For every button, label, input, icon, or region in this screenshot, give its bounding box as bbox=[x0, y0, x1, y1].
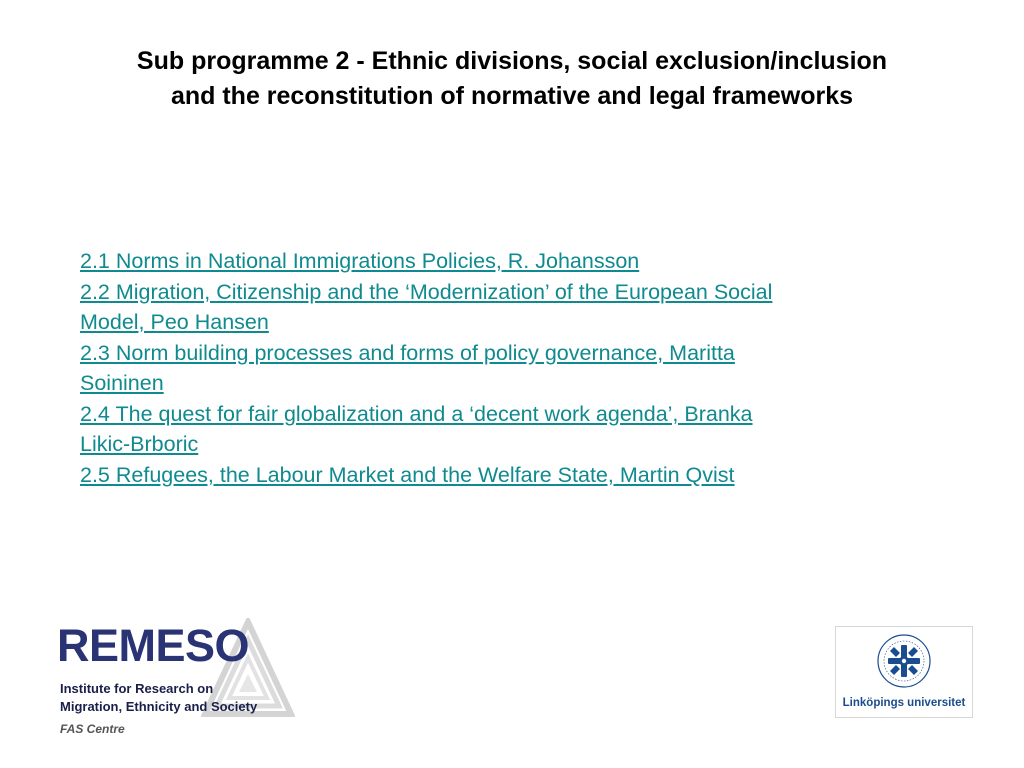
subproject-link-2-4[interactable] bbox=[80, 399, 940, 460]
remeso-subtitle-line-2: Migration, Ethnicity and Society bbox=[60, 699, 258, 714]
subproject-link-text: Soininen bbox=[80, 371, 164, 395]
subproject-link-text: Model, Peo Hansen bbox=[80, 310, 269, 334]
linkoping-university-logo bbox=[836, 627, 972, 717]
liu-emblem-icon bbox=[876, 631, 932, 693]
liu-name-label: Linköpings universitet bbox=[842, 697, 966, 709]
slide-title bbox=[40, 44, 984, 114]
subproject-link-text: 2.3 Norm building processes and forms of policy governance, Maritta bbox=[80, 340, 735, 365]
subproject-link-text: Likic-Brboric bbox=[80, 432, 199, 456]
subproject-link-list bbox=[80, 246, 940, 490]
remeso-wordmark: REMESO bbox=[57, 620, 250, 671]
subproject-link-2-1[interactable] bbox=[80, 246, 940, 277]
slide-title-line-1: Sub programme 2 - Ethnic divisions, social exclusion/inclusion bbox=[136, 47, 888, 75]
remeso-logo bbox=[55, 618, 295, 743]
fas-centre-label: FAS Centre bbox=[60, 722, 125, 736]
subproject-link-2-2[interactable] bbox=[80, 277, 940, 338]
subproject-link-2-3[interactable] bbox=[80, 338, 940, 399]
remeso-subtitle bbox=[60, 680, 257, 716]
subproject-link-text: 2.4 The quest for fair globalization and a ‘decent work agenda’, Branka bbox=[80, 401, 753, 426]
subproject-link-text: 2.5 Refugees, the Labour Market and the Welfare State, Martin Qvist bbox=[80, 462, 735, 487]
subproject-link-2-5[interactable] bbox=[80, 460, 940, 491]
slide-title-line-2: and the reconstitution of normative and legal frameworks bbox=[170, 82, 854, 110]
remeso-subtitle-line-1: Institute for Research on bbox=[60, 681, 214, 696]
subproject-link-text: 2.2 Migration, Citizenship and the ‘Modernization’ of the European Social bbox=[80, 279, 773, 304]
subproject-link-text: 2.1 Norms in National Immigrations Policies, R. Johansson bbox=[80, 249, 640, 273]
